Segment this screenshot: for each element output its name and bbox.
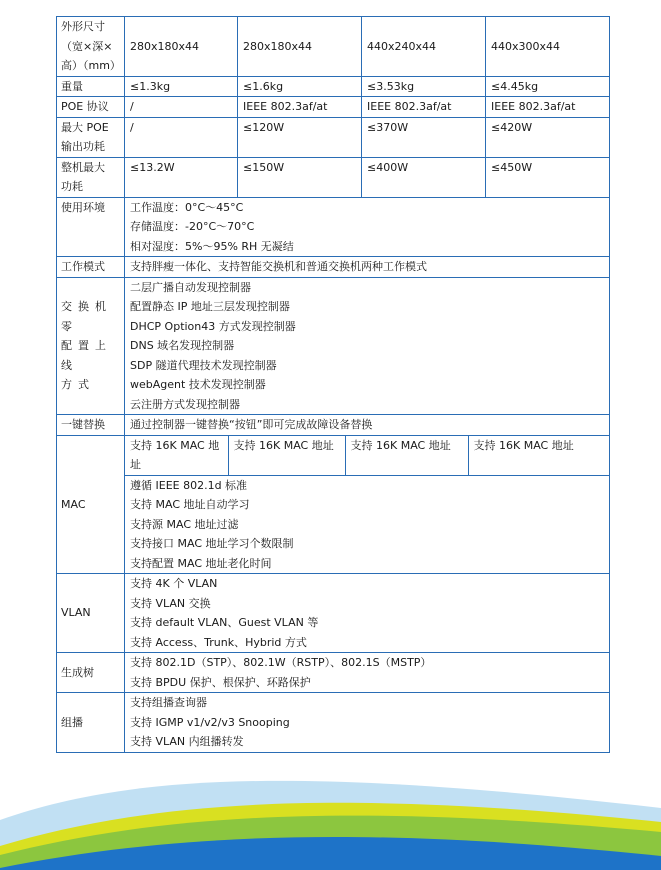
label-line: 方式 bbox=[61, 378, 95, 391]
mac-capacity-line: 址 bbox=[130, 458, 141, 471]
mac-capacity-line: 支持 16K MAC 地 bbox=[130, 438, 220, 452]
zero-config-line: DHCP Option43 方式发现控制器 bbox=[130, 319, 296, 333]
label-stp: 生成树 bbox=[57, 653, 125, 693]
spec-table bbox=[56, 16, 610, 753]
footer-wave-decoration bbox=[0, 770, 661, 870]
multicast-line: 支持组播查询器 bbox=[130, 696, 207, 709]
row-poe-power bbox=[57, 117, 610, 157]
mac-capacity-table bbox=[125, 436, 609, 475]
label-weight: 重量 bbox=[57, 76, 125, 97]
mac-capacity-value: 支持 16K MAC 地址 bbox=[468, 436, 609, 475]
row-stp bbox=[57, 653, 610, 693]
vlan-line: 支持 4K 个 VLAN bbox=[130, 577, 218, 590]
value-cell: ≤1.3kg bbox=[125, 76, 238, 97]
mac-feature-line: 遵循 IEEE 802.1d 标准 bbox=[130, 478, 248, 492]
label-work-mode: 工作模式 bbox=[57, 257, 125, 278]
label-poe: POE 协议 bbox=[57, 97, 125, 118]
label-dimensions bbox=[57, 17, 125, 77]
row-mac-capacity bbox=[57, 435, 610, 475]
row-replace bbox=[57, 415, 610, 436]
label-replace: 一键替换 bbox=[57, 415, 125, 436]
work-mode-cell: 支持胖瘦一体化、支持智能交换机和普通交换机两种工作模式 bbox=[125, 257, 610, 278]
label-max-power bbox=[57, 157, 125, 197]
value-cell: ≤400W bbox=[362, 157, 486, 197]
value-cell: ≤420W bbox=[486, 117, 610, 157]
stp-line: 支持 802.1D（STP）、802.1W（RSTP）、802.1S（MSTP） bbox=[130, 656, 432, 669]
row-zero-config bbox=[57, 277, 610, 415]
environment-line: 存储温度：-20°C～70°C bbox=[130, 220, 255, 233]
value-cell: / bbox=[125, 97, 238, 118]
replace-cell: 通过控制器一键替换“按钮”即可完成故障设备替换 bbox=[125, 415, 610, 436]
label-line: 功耗 bbox=[61, 180, 83, 193]
label-mac: MAC bbox=[57, 435, 125, 574]
label-line: 最大 POE bbox=[61, 120, 109, 134]
zero-config-line: 配置静态 IP 地址三层发现控制器 bbox=[130, 300, 290, 313]
vlan-line: 支持 Access、Trunk、Hybrid 方式 bbox=[130, 635, 307, 649]
value-cell: IEEE 802.3af/at bbox=[486, 97, 610, 118]
label-vlan: VLAN bbox=[57, 574, 125, 653]
mac-capacity-value bbox=[125, 436, 228, 475]
label-multicast: 组播 bbox=[57, 693, 125, 753]
vlan-line: 支持 default VLAN、Guest VLAN 等 bbox=[130, 616, 319, 629]
zero-config-line: SDP 隧道代理技术发现控制器 bbox=[130, 358, 277, 372]
zero-config-line: webAgent 技术发现控制器 bbox=[130, 378, 266, 391]
row-vlan bbox=[57, 574, 610, 653]
label-environment: 使用环境 bbox=[57, 197, 125, 257]
multicast-cell bbox=[125, 693, 610, 753]
mac-feature-line: 支持配置 MAC 地址老化时间 bbox=[130, 556, 272, 570]
label-line: 配置上线 bbox=[61, 339, 112, 372]
vlan-cell bbox=[125, 574, 610, 653]
value-cell: 440x240x44 bbox=[362, 17, 486, 77]
multicast-line: 支持 VLAN 内组播转发 bbox=[130, 735, 244, 748]
label-line: 输出功耗 bbox=[61, 140, 105, 153]
mac-features-cell bbox=[125, 475, 610, 574]
mac-capacity-value: 支持 16K MAC 地址 bbox=[345, 436, 468, 475]
environment-line: 工作温度：0°C～45°C bbox=[130, 200, 244, 214]
label-poe-power bbox=[57, 117, 125, 157]
vlan-line: 支持 VLAN 交换 bbox=[130, 596, 211, 610]
label-line: 高）（mm） bbox=[61, 59, 121, 72]
value-cell: IEEE 802.3af/at bbox=[362, 97, 486, 118]
label-line: （宽×深× bbox=[61, 39, 113, 53]
value-cell: 280x180x44 bbox=[125, 17, 238, 77]
zero-config-line: 云注册方式发现控制器 bbox=[130, 397, 240, 411]
row-poe bbox=[57, 97, 610, 118]
mac-feature-line: 支持接口 MAC 地址学习个数限制 bbox=[130, 537, 294, 550]
value-cell: ≤150W bbox=[238, 157, 362, 197]
row-multicast bbox=[57, 693, 610, 753]
value-cell: 280x180x44 bbox=[238, 17, 362, 77]
stp-cell bbox=[125, 653, 610, 693]
row-dimensions bbox=[57, 17, 610, 77]
mac-capacity-cell bbox=[125, 435, 610, 475]
label-line: 整机最大 bbox=[61, 160, 105, 174]
row-max-power bbox=[57, 157, 610, 197]
environment-line: 相对湿度：5%～95% RH 无凝结 bbox=[130, 239, 294, 253]
row-work-mode bbox=[57, 257, 610, 278]
value-cell: ≤13.2W bbox=[125, 157, 238, 197]
value-cell: 440x300x44 bbox=[486, 17, 610, 77]
label-line: 外形尺寸 bbox=[61, 20, 105, 33]
value-cell: ≤370W bbox=[362, 117, 486, 157]
label-zero-config bbox=[57, 277, 125, 415]
multicast-line: 支持 IGMP v1/v2/v3 Snooping bbox=[130, 715, 290, 729]
label-line: 交换机零 bbox=[61, 300, 112, 333]
value-cell: / bbox=[125, 117, 238, 157]
value-cell: IEEE 802.3af/at bbox=[238, 97, 362, 118]
value-cell: ≤1.6kg bbox=[238, 76, 362, 97]
stp-line: 支持 BPDU 保护、根保护、环路保护 bbox=[130, 675, 311, 689]
value-cell: ≤120W bbox=[238, 117, 362, 157]
value-cell: ≤450W bbox=[486, 157, 610, 197]
zero-config-cell bbox=[125, 277, 610, 415]
zero-config-line: 二层广播自动发现控制器 bbox=[130, 280, 251, 294]
value-cell: ≤3.53kg bbox=[362, 76, 486, 97]
row-mac-features bbox=[57, 475, 610, 574]
environment-cell bbox=[125, 197, 610, 257]
zero-config-line: DNS 域名发现控制器 bbox=[130, 339, 235, 352]
value-cell: ≤4.45kg bbox=[486, 76, 610, 97]
mac-feature-line: 支持 MAC 地址自动学习 bbox=[130, 498, 250, 511]
mac-capacity-value: 支持 16K MAC 地址 bbox=[228, 436, 345, 475]
mac-feature-line: 支持源 MAC 地址过滤 bbox=[130, 517, 239, 531]
row-weight bbox=[57, 76, 610, 97]
row-environment bbox=[57, 197, 610, 257]
